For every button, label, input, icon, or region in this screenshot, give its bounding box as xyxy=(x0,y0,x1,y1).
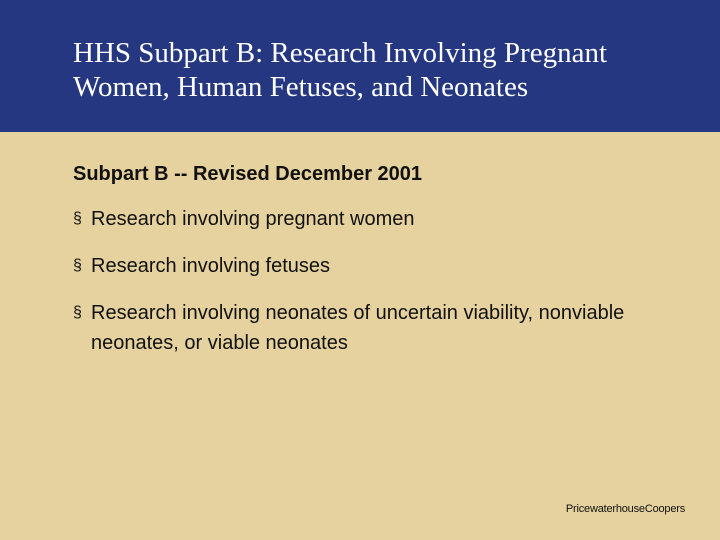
bullet-item xyxy=(73,251,651,281)
bullet-item xyxy=(73,204,651,234)
bullet-text: Research involving fetuses xyxy=(91,255,331,277)
bullet-text: Research involving pregnant women xyxy=(91,208,415,230)
bullet-item xyxy=(73,298,651,358)
title-band xyxy=(0,0,720,132)
bullet-marker-icon: § xyxy=(73,304,82,321)
bullet-text: Research involving neonates of uncertain viability, nonviable neonates, or viable neonates xyxy=(91,302,625,354)
slide-title-line-2: Women, Human Fetuses, and Neonates xyxy=(73,71,529,103)
bullet-marker-icon: § xyxy=(73,257,82,274)
slide-title xyxy=(73,36,703,104)
bullet-marker-icon: § xyxy=(73,210,82,227)
slide-subtitle: Subpart B -- Revised December 2001 xyxy=(73,163,423,185)
company-logo: PricewaterhouseCoopers xyxy=(565,503,685,515)
slide-title-line-1: HHS Subpart B: Research Involving Pregnant xyxy=(73,37,608,69)
